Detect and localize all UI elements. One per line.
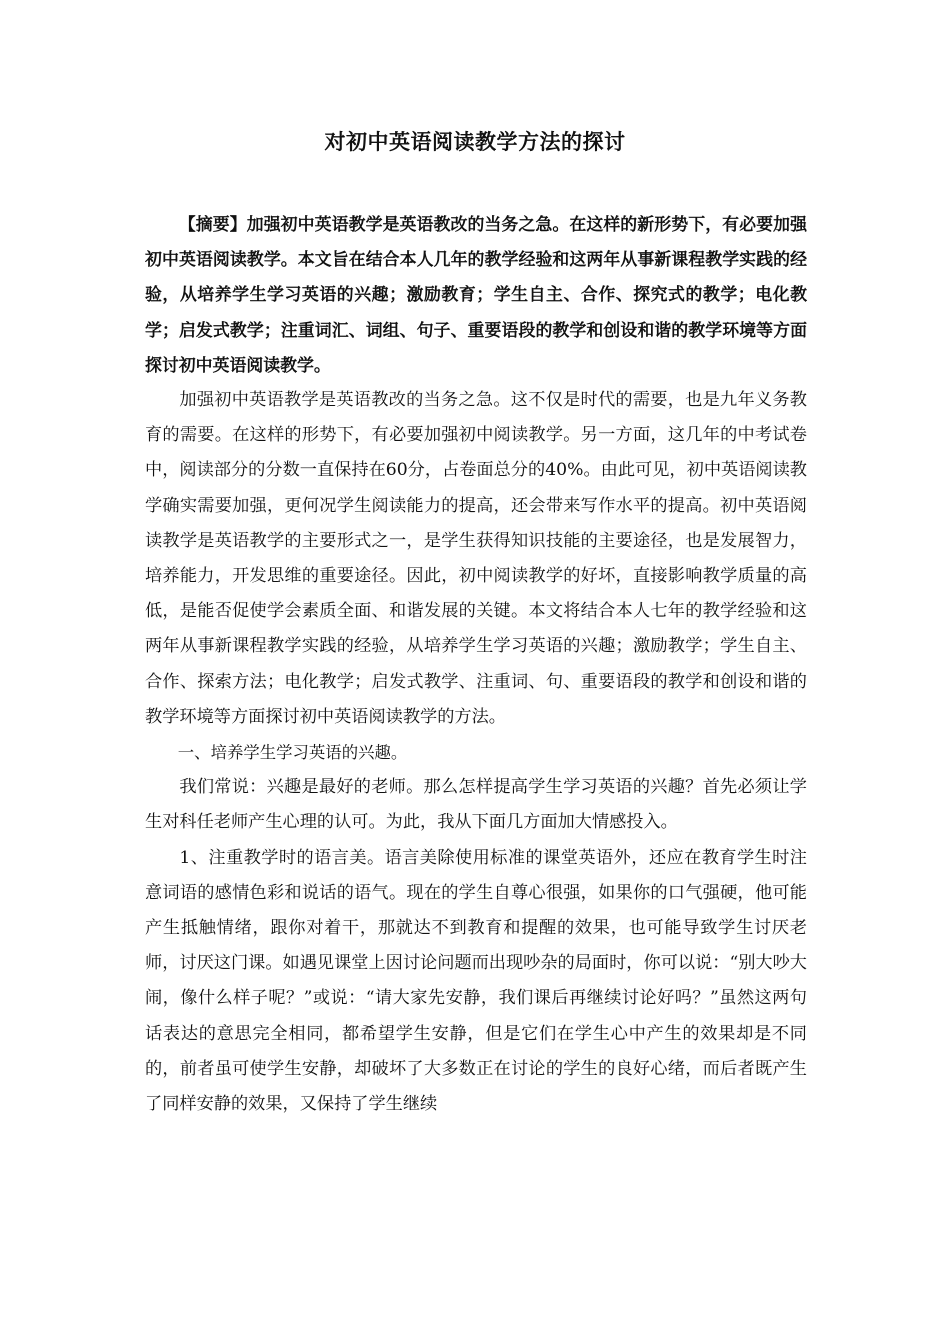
document-body xyxy=(145,207,807,1122)
item-1-paragraph: 1、注重教学时的语言美。语言美除使用标准的课堂英语外，还应在教育学生时注意词语的感情色彩和说话的语气。现在的学生自尊心很强，如果你的口气强硬，他可能产生抵触情绪，跟你对着干，那就达不到教育和提醒的效果，也可能导致学生讨厌老师，讨厌这门课。如遇见课堂上因讨论问题而出现吵杂的局面时，你可以说：“别大吵大闹，像什么样子呢？”或说：“请大家先安静，我们课后再继续讨论好吗？”虽然这两句话表达的意思完全相同，都希望学生安静，但是它们在学生心中产生的效果却是不同的，前者虽可使学生安静，却破坏了大多数正在讨论的学生的良好心绪，而后者既产生了同样安静的效果，又保持了学生继续 xyxy=(145,847,807,1115)
intro-paragraph: 加强初中英语教学是英语教改的当务之急。这不仅是时代的需要，也是九年义务教育的需要。在这样的形势下，有必要加强初中阅读教学。另一方面，这几年的中考试卷中，阅读部分的分数一直保持在60分，占卷面总分的40%。由此可见，初中英语阅读教学确实需要加强，更何况学生阅读能力的提高，还会带来写作水平的提高。初中英语阅读教学是英语教学的主要形式之一，是学生获得知识技能的主要途径，也是发展智力，培养能力，开发思维的重要途径。因此，初中阅读教学的好坏，直接影响教学质量的高低，是能否促使学会素质全面、和谐发展的关键。本文将结合本人七年的教学经验和这两年从事新课程教学实践的经验，从培养学生学习英语的兴趣；激励教学；学生自主、合作、探索方法；电化教学；启发式教学、注重词、句、重要语段的教学和创设和谐的教学环境等方面探讨初中英语阅读教学的方法。 xyxy=(145,390,807,727)
document-title: 对初中英语阅读教学方法的探讨 xyxy=(324,130,626,154)
section-1-paragraph: 我们常说：兴趣是最好的老师。那么怎样提高学生学习英语的兴趣？首先必须让学生对科任老师产生心理的认可。为此，我从下面几方面加大情感投入。 xyxy=(145,777,807,833)
abstract-paragraph: 【摘要】加强初中英语教学是英语教改的当务之急。在这样的新形势下，有必要加强初中英语阅读教学。本文旨在结合本人几年的教学经验和这两年从事新课程教学实践的经验，从培养学生学习英语的兴趣；激励教育；学生自主、合作、探究式的教学；电化教学；启发式教学；注重词汇、词组、句子、重要语段的教学和创设和谐的教学环境等方面探讨初中英语阅读教学。 xyxy=(145,214,807,375)
section-heading-1: 一、培养学生学习英语的兴趣。 xyxy=(177,743,408,763)
